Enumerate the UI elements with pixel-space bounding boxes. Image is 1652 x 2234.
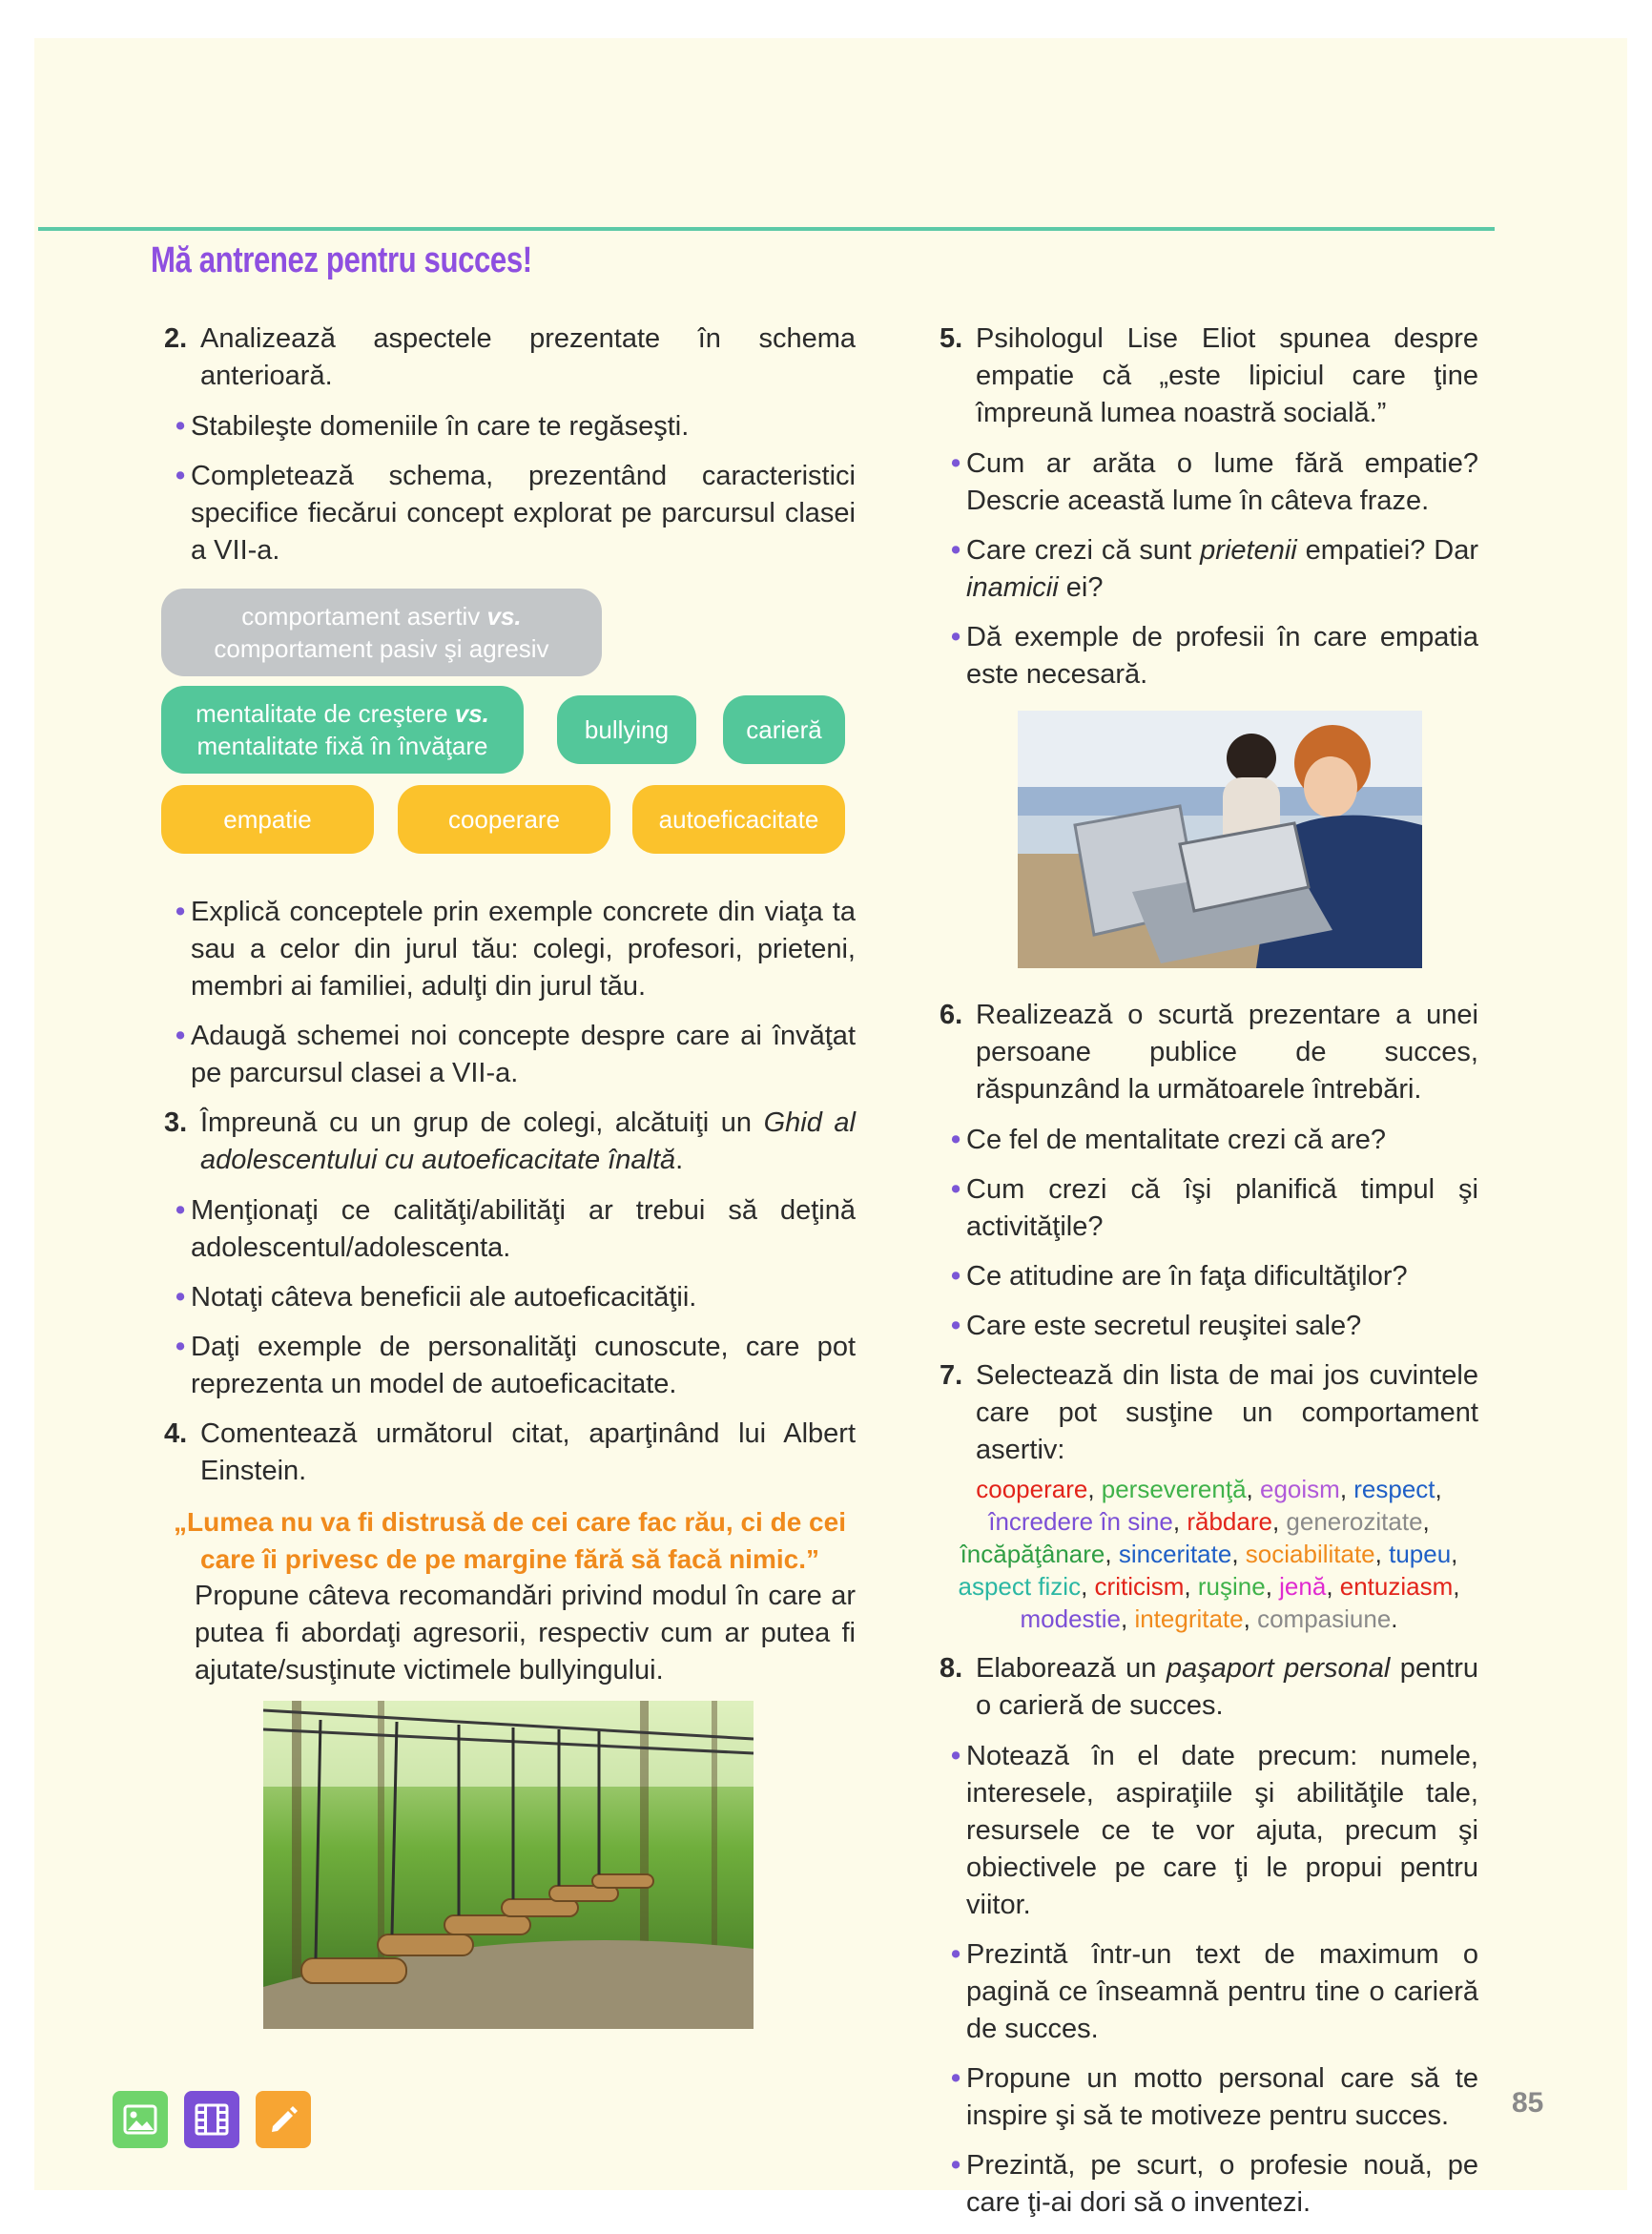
word-option: respect [1353, 1475, 1435, 1503]
concept-pill: comportament asertiv vs. comportament pasiv şi agresiv [161, 589, 602, 676]
image-icon [123, 2104, 157, 2135]
word-option: sinceritate [1118, 1540, 1232, 1568]
bullet-icon: • [951, 1311, 961, 1341]
list-item: • Notează în el date precum: numele, interesele, aspiraţiile şi abilităţile tale, resursele ce te vor ajuta, precum şi obiectivele pe care ţi le propui pentru viitor. [951, 1738, 1478, 1924]
assertive-word-list: cooperare, perseverenţă, egoism, respect, încredere în sine, răbdare, generozitate, încăpăţânare, sinceritate, sociabilitate, tupeu, aspect fizic, criticism, ruşine, jenă, entuziasm, modestie, integritate, compasiune. [958, 1475, 1460, 1633]
exercise-number: 8. [940, 1653, 963, 1684]
list-item: • Menţionaţi ce calităţi/abilităţi ar trebui să deţină adolescentul/adolescenta. [176, 1192, 856, 1267]
exercise-number: 6. [940, 1000, 963, 1030]
bullet-icon: • [951, 1174, 961, 1205]
word-option: aspect fizic [958, 1572, 1082, 1601]
exercise-text: Analizează aspectele prezentate în schema anterioară. [200, 323, 856, 391]
word-option: entuziasm [1339, 1572, 1454, 1601]
bullet-icon: • [951, 1741, 961, 1771]
exercise-text: Psihologul Lise Eliot spunea despre empatie că „este lipiciul care ţine împreună lumea noastră socială.” [976, 323, 1478, 428]
word-option: modestie [1020, 1604, 1121, 1633]
list-item: • Cum crezi că îşi planifică timpul şi activităţile? [951, 1171, 1478, 1246]
concept-pill: cooperare [398, 785, 610, 854]
exercise-text: Împreună cu un grup de colegi, alcătuiţi un Ghid al adolescentului cu autoeficacitate înaltă. [200, 1107, 856, 1175]
einstein-quote: „Lumea nu va fi distrusă de cei care fac rău, ci de cei care îi privesc de pe margine fără să facă nimic.” [174, 1507, 846, 1574]
film-icon [195, 2103, 229, 2136]
video-resource-button[interactable] [184, 2091, 239, 2148]
word-option: tupeu [1389, 1540, 1452, 1568]
word-option: jenă [1279, 1572, 1327, 1601]
exercise-text: Elaborează un paşaport personal pentru o carieră de succes. [976, 1653, 1478, 1721]
word-option: sociabilitate [1245, 1540, 1375, 1568]
list-item: • Adaugă schemei noi concepte despre care ai învăţat pe parcursul clasei a VII-a. [176, 1018, 856, 1092]
exercise-7 [940, 1357, 1478, 1469]
word-option: încredere în sine [988, 1507, 1173, 1536]
exercise-number: 2. [164, 323, 188, 354]
bullet-icon: • [176, 1195, 186, 1226]
list-item: • Ce fel de mentalitate crezi că are? [951, 1122, 1478, 1159]
word-option: perseverenţă [1101, 1475, 1247, 1503]
exercise-text: Comentează următorul citat, aparţinând lui Albert Einstein. [200, 1418, 856, 1486]
list-item: • Stabileşte domeniile în care te regăseşti. [176, 408, 856, 445]
bullet-icon: • [176, 1021, 186, 1051]
list-item: • Ce atitudine are în faţa dificultăţilor? [951, 1258, 1478, 1295]
exercise-text: Realizează o scurtă prezentare a unei persoane publice de succes, răspunzând la următoarele întrebări. [976, 1000, 1478, 1105]
list-item: • Care crezi că sunt prietenii empatiei? Dar inamicii ei? [951, 532, 1478, 607]
list-item: • Care este secretul reuşitei sale? [951, 1308, 1478, 1345]
exercise-8 [940, 1650, 1478, 1725]
page-number: 85 [1512, 2087, 1544, 2119]
right-column [940, 321, 1478, 2234]
concept-pill: mentalitate de creştere vs. mentalitate fixă în învăţare [161, 686, 524, 774]
exercise-5 [940, 321, 1478, 432]
concept-pill: empatie [161, 785, 374, 854]
exercise-number: 7. [940, 1360, 963, 1391]
word-option: cooperare [976, 1475, 1088, 1503]
exercise-paragraph: Propune câteva recomandări privind modul în care ar putea fi abordaţi agresorii, respectiv cum ar putea fi ajutate/susţinute victimele bullyingului. [195, 1581, 856, 1686]
word-option: încăpăţânare [960, 1540, 1105, 1568]
concept-pill: carieră [723, 695, 845, 764]
left-column [164, 321, 856, 2029]
concept-pill: bullying [557, 695, 696, 764]
bullet-icon: • [951, 2063, 961, 2094]
section-title: Mă antrenez pentru succes! [151, 240, 532, 280]
exercise-6 [940, 997, 1478, 1108]
list-item: • Prezintă, pe scurt, o profesie nouă, pe care ţi-ai dori să o inventezi. [951, 2147, 1478, 2222]
list-item: • Explică conceptele prin exemple concrete din viaţa ta sau a celor din jurul tău: colegi, profesori, prieteni, membri ai familiei, adulţi din jurul tău. [176, 894, 856, 1005]
list-item: • Cum ar arăta o lume fără empatie? Descrie această lume în câteva fraze. [951, 445, 1478, 520]
bullet-icon: • [951, 1125, 961, 1155]
word-option: ruşine [1197, 1572, 1266, 1601]
word-option: generozitate [1286, 1507, 1423, 1536]
pencil-icon [267, 2103, 299, 2136]
bullet-icon: • [176, 461, 186, 491]
bullet-icon: • [951, 2150, 961, 2181]
bullet-icon: • [176, 897, 186, 927]
rope-bridge-forest-photo [263, 1701, 754, 2029]
list-item: • Daţi exemple de personalităţi cunoscute, care pot reprezenta un model de autoeficacitate. [176, 1329, 856, 1403]
word-option: răbdare [1187, 1507, 1272, 1536]
bullet-icon: • [951, 622, 961, 652]
word-option: criticism [1094, 1572, 1185, 1601]
students-laptops-photo [1018, 711, 1422, 968]
exercise-4 [164, 1416, 856, 1490]
list-item: • Propune un motto personal care să te inspire şi să te motiveze pentru succes. [951, 2060, 1478, 2135]
bullet-icon: • [176, 1332, 186, 1362]
exercise-2 [164, 321, 856, 395]
exercise-text: Selectează din lista de mai jos cuvintele care pot susţine un comportament asertiv: [976, 1360, 1478, 1465]
bullet-icon: • [176, 1282, 186, 1313]
list-item: • Dă exemple de profesii în care empatia este necesară. [951, 619, 1478, 693]
word-option: egoism [1259, 1475, 1340, 1503]
concept-scheme [161, 589, 856, 875]
list-item: • Prezintă într-un text de maximum o pagină ce înseamnă pentru tine o carieră de succes. [951, 1936, 1478, 2048]
bullet-icon: • [951, 535, 961, 566]
bullet-icon: • [951, 1261, 961, 1292]
concept-pill: autoeficacitate [632, 785, 845, 854]
exercise-number: 3. [164, 1107, 188, 1138]
header-divider [38, 227, 1495, 231]
list-item: • Completează schema, prezentând caracteristici specifice fiecărui concept explorat pe parcursul clasei a VII-a. [176, 458, 856, 569]
exercise-3 [164, 1105, 856, 1179]
image-resource-button[interactable] [113, 2091, 168, 2148]
word-option: integritate [1134, 1604, 1244, 1633]
list-item: • Notaţi câteva beneficii ale autoeficacităţii. [176, 1279, 856, 1316]
bullet-icon: • [951, 1939, 961, 1970]
exercise-number: 4. [164, 1418, 188, 1449]
exercise-number: 5. [940, 323, 963, 354]
exercise-resource-button[interactable] [256, 2091, 311, 2148]
word-option: compasiune [1257, 1604, 1392, 1633]
bullet-icon: • [176, 411, 186, 442]
bullet-icon: • [951, 448, 961, 479]
